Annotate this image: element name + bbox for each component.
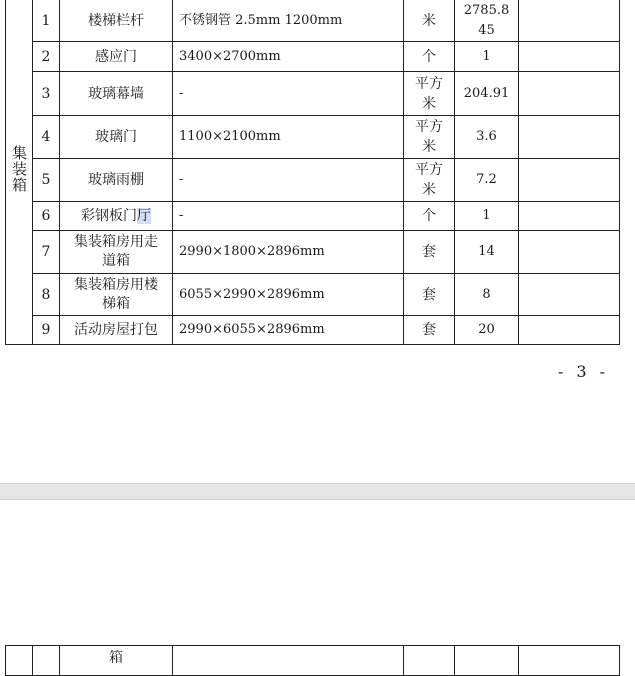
table-row (6, 646, 620, 676)
row-number: 4 (33, 116, 60, 159)
item-unit: 个 (404, 42, 455, 72)
item-unit: 套 (404, 316, 455, 345)
item-name: 活动房屋打包 (60, 316, 173, 345)
item-name: 玻璃幕墙 (60, 72, 173, 116)
item-name: 玻璃门 (60, 116, 173, 159)
row-number: 2 (33, 42, 60, 72)
table-row (6, 0, 620, 42)
category-cell (6, 646, 33, 676)
item-unit: 米 (404, 0, 455, 42)
table-row (6, 72, 620, 116)
item-remark (519, 116, 620, 159)
row-number: 1 (33, 0, 60, 42)
item-name: 楼梯栏杆 (60, 0, 173, 42)
item-remark (519, 274, 620, 316)
item-remark (519, 0, 620, 42)
item-unit: 平方 米 (404, 116, 455, 159)
item-spec: - (173, 72, 404, 116)
table-row (6, 202, 620, 231)
item-spec: 1100×2100mm (173, 116, 404, 159)
item-name: 感应门 (60, 42, 173, 72)
item-remark (519, 72, 620, 116)
table-row (6, 316, 620, 345)
item-qty (455, 646, 519, 676)
table-row (6, 42, 620, 72)
item-spec: 2990×6055×2896mm (173, 316, 404, 345)
item-unit: 个 (404, 202, 455, 231)
selection-highlight[interactable]: 厅 (137, 208, 151, 224)
item-spec: - (173, 202, 404, 231)
item-unit (404, 646, 455, 676)
item-spec: - (173, 159, 404, 202)
item-qty: 3.6 (455, 116, 519, 159)
category-cell (6, 0, 33, 345)
item-spec: 6055×2990×2896mm (173, 274, 404, 316)
item-qty: 14 (455, 231, 519, 274)
item-remark (519, 316, 620, 345)
materials-table (5, 0, 620, 345)
item-remark (519, 231, 620, 274)
item-name-text: 彩钢板门 (81, 208, 137, 224)
row-number: 3 (33, 72, 60, 116)
row-number: 5 (33, 159, 60, 202)
row-number (33, 646, 60, 676)
row-number: 6 (33, 202, 60, 231)
item-unit: 套 (404, 231, 455, 274)
item-qty: 2785.8 45 (455, 0, 519, 42)
item-unit: 平方 米 (404, 72, 455, 116)
item-spec (173, 646, 404, 676)
item-unit: 套 (404, 274, 455, 316)
page-separator (0, 483, 635, 500)
item-name: 箱 (60, 646, 173, 676)
item-spec: 3400×2700mm (173, 42, 404, 72)
item-remark (519, 42, 620, 72)
row-number: 7 (33, 231, 60, 274)
table-row (6, 159, 620, 202)
continuation-table (5, 645, 620, 676)
item-spec: 不锈钢管 2.5mm 1200mm (173, 0, 404, 42)
item-qty: 1 (455, 202, 519, 231)
row-number: 8 (33, 274, 60, 316)
category-label: 集装箱 (10, 145, 28, 193)
table-row (6, 231, 620, 274)
item-name (60, 202, 173, 231)
item-remark (519, 159, 620, 202)
table-row (6, 274, 620, 316)
page-number: - 3 - (557, 362, 609, 381)
item-unit: 平方 米 (404, 159, 455, 202)
item-remark (519, 646, 620, 676)
row-number: 9 (33, 316, 60, 345)
item-qty: 20 (455, 316, 519, 345)
item-qty: 7.2 (455, 159, 519, 202)
item-qty: 204.91 (455, 72, 519, 116)
item-name: 集装箱房用楼 梯箱 (60, 274, 173, 316)
item-name: 玻璃雨棚 (60, 159, 173, 202)
item-remark (519, 202, 620, 231)
item-qty: 8 (455, 274, 519, 316)
item-spec: 2990×1800×2896mm (173, 231, 404, 274)
item-qty: 1 (455, 42, 519, 72)
table-row (6, 116, 620, 159)
item-name: 集装箱房用走 道箱 (60, 231, 173, 274)
